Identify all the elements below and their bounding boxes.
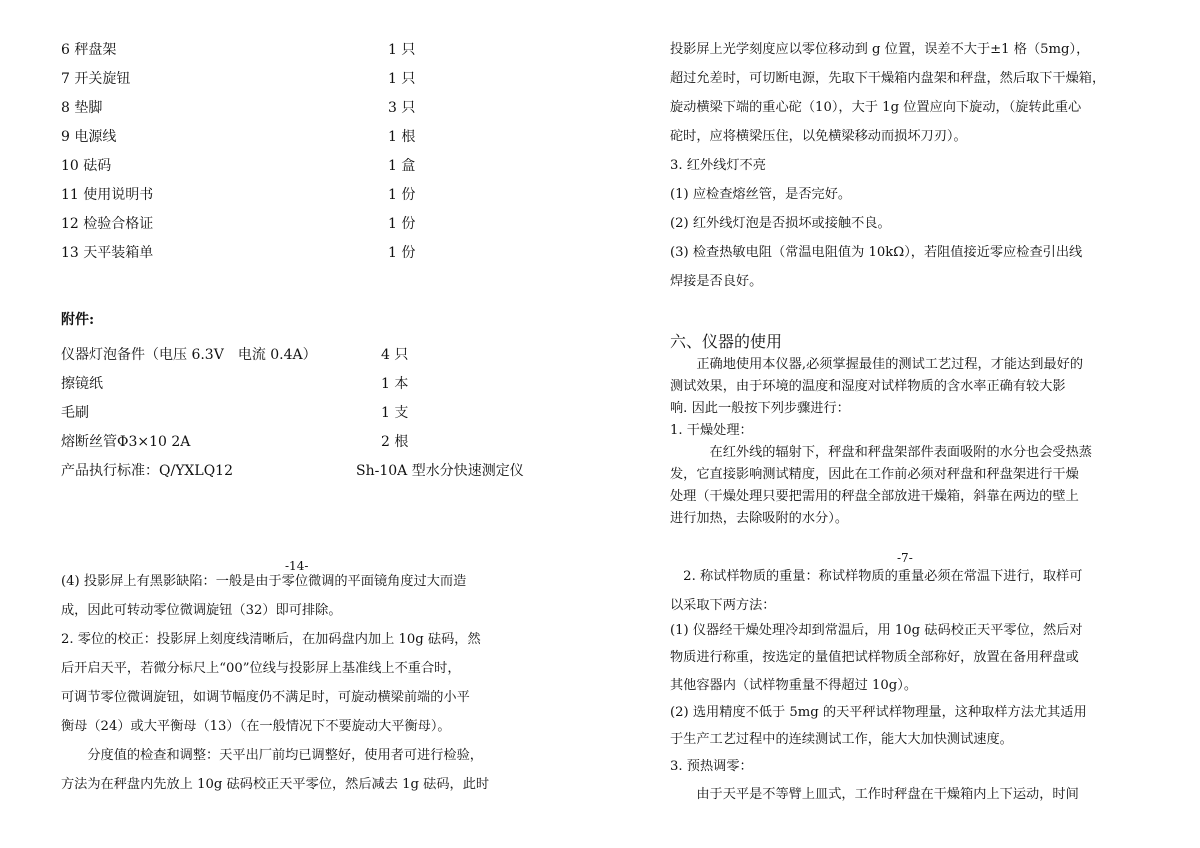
body-line: 正确地使用本仪器,必须掌握最佳的测试工艺过程，才能达到最好的 xyxy=(670,357,1084,372)
part-name: 7 开关旋钮 xyxy=(61,71,131,87)
part-name: 9 电源线 xyxy=(61,129,117,145)
body-line: 由于天平是不等臂上皿式，工作时秤盘在干燥箱内上下运动，时间 xyxy=(670,787,1079,802)
part-name: 8 垫脚 xyxy=(61,100,103,116)
body-line: 在红外线的辐射下，秤盘和秤盘架部件表面吸附的水分也会受热蒸 xyxy=(670,445,1092,460)
body-line: 砣时，应将横梁压住，以免横梁移动而损坏刀刃）。 xyxy=(670,129,967,144)
page-number: -7- xyxy=(897,551,913,565)
part-qty: 1 只 xyxy=(388,42,416,58)
part-name: 10 砝码 xyxy=(61,158,112,174)
body-line: 发，它直接影响测试精度，因此在工作前必须对秤盘和秤盘架进行干燥 xyxy=(670,467,1079,482)
body-line: 旋动横梁下端的重心砣（10），大于 1g 位置应向下旋动，（旋转此重心 xyxy=(670,100,1082,115)
body-line: (4) 投影屏上有黑影缺陷：一般是由于零位微调的平面镜角度过大而造 xyxy=(61,574,467,589)
body-line: 2. 称试样物质的重量：称试样物质的重量必须在常温下进行，取样可 xyxy=(670,569,1083,584)
accessory-name: 熔断丝管Φ3×10 2A xyxy=(61,434,191,450)
part-qty: 1 份 xyxy=(388,245,416,261)
part-name: 11 使用说明书 xyxy=(61,187,154,203)
body-line: 2. 零位的校正：投影屏上刻度线清晰后，在加码盘内加上 10g 砝码，然 xyxy=(61,632,481,647)
accessory-qty: 2 根 xyxy=(381,434,409,450)
body-line: 其他容器内（试样物重量不得超过 10g）。 xyxy=(670,678,918,693)
part-name: 12 检验合格证 xyxy=(61,216,154,232)
body-line: 以采取下两方法： xyxy=(670,598,776,613)
accessories-heading: 附件: xyxy=(61,312,95,328)
body-line: (1) 仪器经干燥处理冷却到常温后，用 10g 砝码校正天平零位，然后对 xyxy=(670,623,1083,638)
part-qty: 1 只 xyxy=(388,71,416,87)
body-line: 1. 干燥处理： xyxy=(670,423,753,438)
accessory-qty: 1 本 xyxy=(381,376,409,392)
body-line: 方法为在秤盘内先放上 10g 砝码校正天平零位，然后减去 1g 砝码，此时 xyxy=(61,777,490,792)
product-standard: 产品执行标准：Q/YXLQ12 xyxy=(61,463,233,479)
body-line: 衡母（24）或大平衡母（13）（在一般情况下不要旋动大平衡母）。 xyxy=(61,719,451,734)
body-line: 响. 因此一般按下列步骤进行： xyxy=(670,401,850,416)
page-number: -14- xyxy=(285,559,309,573)
body-line: (3) 检查热敏电阻（常温电阻值为 10kΩ），若阻值接近零应检查引出线 xyxy=(670,245,1083,260)
body-line: 物质进行称重，按选定的量值把试样物质全部称好，放置在备用秤盘或 xyxy=(670,650,1079,665)
body-line: 3. 红外线灯不亮 xyxy=(670,158,766,173)
part-name: 13 天平装箱单 xyxy=(61,245,154,261)
body-line: 进行加热，去除吸附的水分）。 xyxy=(670,511,849,526)
accessory-name: 毛刷 xyxy=(61,405,89,421)
body-line: 成，因此可转动零位微调旋钮（32）即可排除。 xyxy=(61,603,342,618)
body-line: 处理（干燥处理只要把需用的秤盘全部放进干燥箱，斜靠在两边的壁上 xyxy=(670,489,1079,504)
body-line: 后开启天平，若微分标尺上“00”位线与投影屏上基准线上不重合时， xyxy=(61,661,461,676)
body-line: 超过允差时，可切断电源，先取下干燥箱内盘架和秤盘，然后取下干燥箱， xyxy=(670,71,1106,86)
body-line: 焊接是否良好。 xyxy=(670,274,763,289)
part-qty: 1 盒 xyxy=(388,158,416,174)
body-line: (2) 选用精度不低于 5mg 的天平秤试样物理量，这种取样方法尤其适用 xyxy=(670,705,1087,720)
body-line: 于生产工艺过程中的连续测试工作，能大大加快测试速度。 xyxy=(670,732,1013,747)
part-name: 6 秤盘架 xyxy=(61,42,117,58)
body-line: 分度值的检查和调整：天平出厂前均已调整好，使用者可进行检验， xyxy=(61,748,483,763)
accessory-qty: 4 只 xyxy=(381,347,409,363)
part-qty: 3 只 xyxy=(388,100,416,116)
body-line: 可调节零位微调旋钮，如调节幅度仍不满足时，可旋动横梁前端的小平 xyxy=(61,690,470,705)
body-line: 3. 预热调零： xyxy=(670,759,753,774)
accessory-name: 擦镜纸 xyxy=(61,376,103,392)
part-qty: 1 份 xyxy=(388,216,416,232)
accessory-qty: 1 支 xyxy=(381,405,409,421)
part-qty: 1 根 xyxy=(388,129,416,145)
body-line: (1) 应检查熔丝管，是否完好。 xyxy=(670,187,852,202)
body-line: 投影屏上光学刻度应以零位移动到 g 位置，误差不大于±1 格（5mg）， xyxy=(670,42,1090,57)
section-title: 六、仪器的使用 xyxy=(670,332,783,351)
accessory-name: 仪器灯泡备件（电压 6.3V 电流 0.4A） xyxy=(61,347,317,363)
body-line: 测试效果，由于环境的温度和湿度对试样物质的含水率正确有较大影 xyxy=(670,379,1066,394)
body-line: (2) 红外线灯泡是否损坏或接触不良。 xyxy=(670,216,891,231)
product-model: Sh-10A 型水分快速测定仪 xyxy=(356,463,524,479)
part-qty: 1 份 xyxy=(388,187,416,203)
